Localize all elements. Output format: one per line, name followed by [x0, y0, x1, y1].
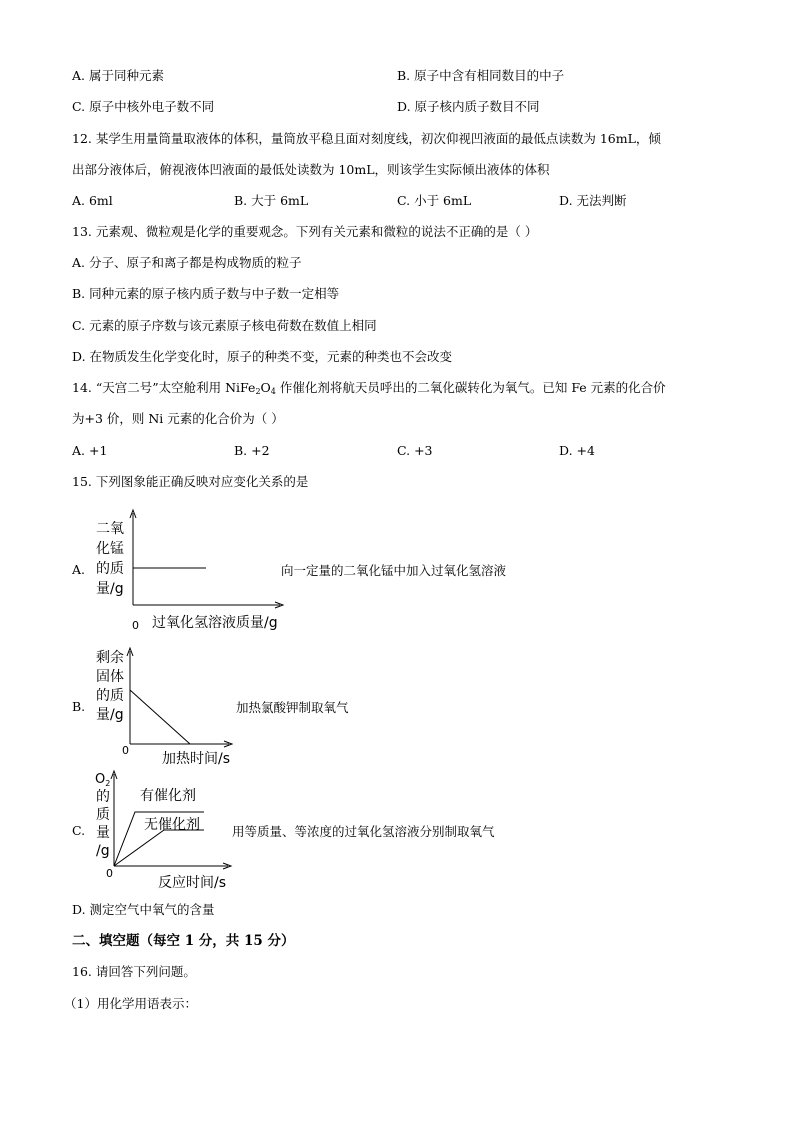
q12-option-c: C. 小于 6mL: [397, 193, 472, 208]
q14-stem-post: 作催化剂将航天员呼出的二氧化碳转化为氧气。已知 Fe 元素的化合价: [275, 380, 666, 395]
q12-stem-line2: 出部分液体后，俯视液体凹液面的最低处读数为 10mL，则该学生实际倾出液体的体积: [72, 162, 550, 177]
q15-stem: 15. 下列图象能正确反映对应变化关系的是: [72, 474, 309, 489]
q11-option-c: C. 原子中核外电子数不同: [72, 99, 215, 114]
q13-stem: 13. 元素观、微粒观是化学的重要观念。下列有关元素和微粒的说法不正确的是（ ）: [72, 224, 538, 239]
q15-option-a-letter: A.: [72, 562, 86, 577]
q14-option-d: D. +4: [559, 443, 595, 458]
q14-option-a: A. +1: [72, 443, 108, 458]
graph-c-ylabel-2: 质: [96, 807, 110, 823]
graph-a-ylabel-3: 的质: [96, 561, 124, 577]
q12-option-b: B. 大于 6mL: [234, 193, 309, 208]
graph-c-ylabel-o: [95, 772, 110, 788]
q14-stem-line1: [72, 380, 666, 400]
graph-c-ylabel-1: 的: [96, 789, 110, 805]
graph-b-ylabel-3: 的质: [96, 688, 124, 704]
q13-option-b: B. 同种元素的原子核内质子数与中子数一定相等: [72, 286, 340, 301]
graph-b-origin: 0: [122, 744, 129, 757]
q15-graph-a: [92, 505, 292, 635]
graph-b-xlabel: 加热时间/s: [162, 751, 231, 767]
graph-a-xlabel: 过氧化氢溶液质量/g: [152, 615, 278, 631]
q14-formula-sub2: 2: [255, 387, 261, 396]
graph-a-ylabel-2: 化锰: [96, 541, 124, 557]
q14-stem-pre: 14. “天宫二号”太空舱利用 NiFe: [72, 380, 256, 395]
q15-option-d: D. 测定空气中氧气的含量: [72, 902, 215, 917]
graph-a-ylabel-4: 量/g: [96, 581, 124, 597]
graph-c-ylabel-3: 量: [96, 825, 110, 841]
q15-option-b-letter: B.: [72, 699, 86, 714]
q15-graph-c: [92, 770, 242, 890]
q16-stem: 16. 请回答下列问题。: [72, 964, 196, 979]
graph-b-ylabel-2: 固体: [96, 669, 124, 685]
graph-c-ylabel-sub: 2: [105, 779, 111, 788]
q12-stem-line1: 12. 某学生用量筒量取液体的体积，量筒放平稳且面对刻度线，初次仰视凹液面的最低点读数为 16mL，倾: [72, 131, 661, 146]
q15-graph-b: [92, 645, 252, 770]
q14-option-c: C. +3: [397, 443, 433, 458]
q15-option-c-letter: C.: [72, 823, 86, 838]
q14-formula-sub4: 4: [270, 387, 276, 396]
q14-formula-o: O: [260, 380, 271, 395]
q13-option-c: C. 元素的原子序数与该元素原子核电荷数在数值上相同: [72, 318, 377, 333]
graph-b-line: [130, 690, 190, 744]
q15-option-a-caption: 向一定量的二氧化锰中加入过氧化氢溶液: [281, 563, 507, 578]
q13-option-a: A. 分子、原子和离子都是构成物质的粒子: [72, 255, 302, 270]
graph-c-origin: 0: [106, 867, 113, 880]
graph-c-curve2-label: 无催化剂: [144, 817, 200, 833]
graph-c-curve-no-catalyst: [114, 830, 204, 866]
section-2-heading: 二、填空题（每空 1 分，共 15 分）: [72, 933, 295, 949]
q11-option-d: D. 原子核内质子数目不同: [397, 99, 540, 114]
q12-option-a: A. 6ml: [72, 193, 113, 208]
q15-option-b-caption: 加热氯酸钾制取氧气: [236, 700, 349, 715]
graph-b-ylabel-1: 剩余: [96, 650, 124, 666]
q16-sub1: （1）用化学用语表示：: [64, 996, 197, 1011]
q14-stem-line2: 为+3 价，则 Ni 元素的化合价为（ ）: [72, 411, 284, 426]
graph-c-ylabel-o-text: O: [95, 772, 106, 787]
graph-a-ylabel-1: 二氧: [96, 521, 124, 537]
q11-option-a: A. 属于同种元素: [72, 68, 164, 83]
q11-option-b: B. 原子中含有相同数目的中子: [397, 68, 565, 83]
q12-option-d: D. 无法判断: [559, 193, 627, 208]
graph-c-xlabel: 反应时间/s: [158, 875, 227, 891]
graph-c-curve1-label: 有催化剂: [140, 788, 196, 804]
q13-option-d: D. 在物质发生化学变化时，原子的种类不变，元素的种类也不会改变: [72, 349, 453, 364]
q14-option-b: B. +2: [234, 443, 270, 458]
graph-c-ylabel-4: /g: [96, 843, 110, 859]
q15-option-c-caption: 用等质量、等浓度的过氧化氢溶液分别制取氧气: [232, 824, 495, 839]
graph-b-ylabel-4: 量/g: [96, 707, 124, 723]
graph-a-origin: 0: [132, 619, 139, 632]
